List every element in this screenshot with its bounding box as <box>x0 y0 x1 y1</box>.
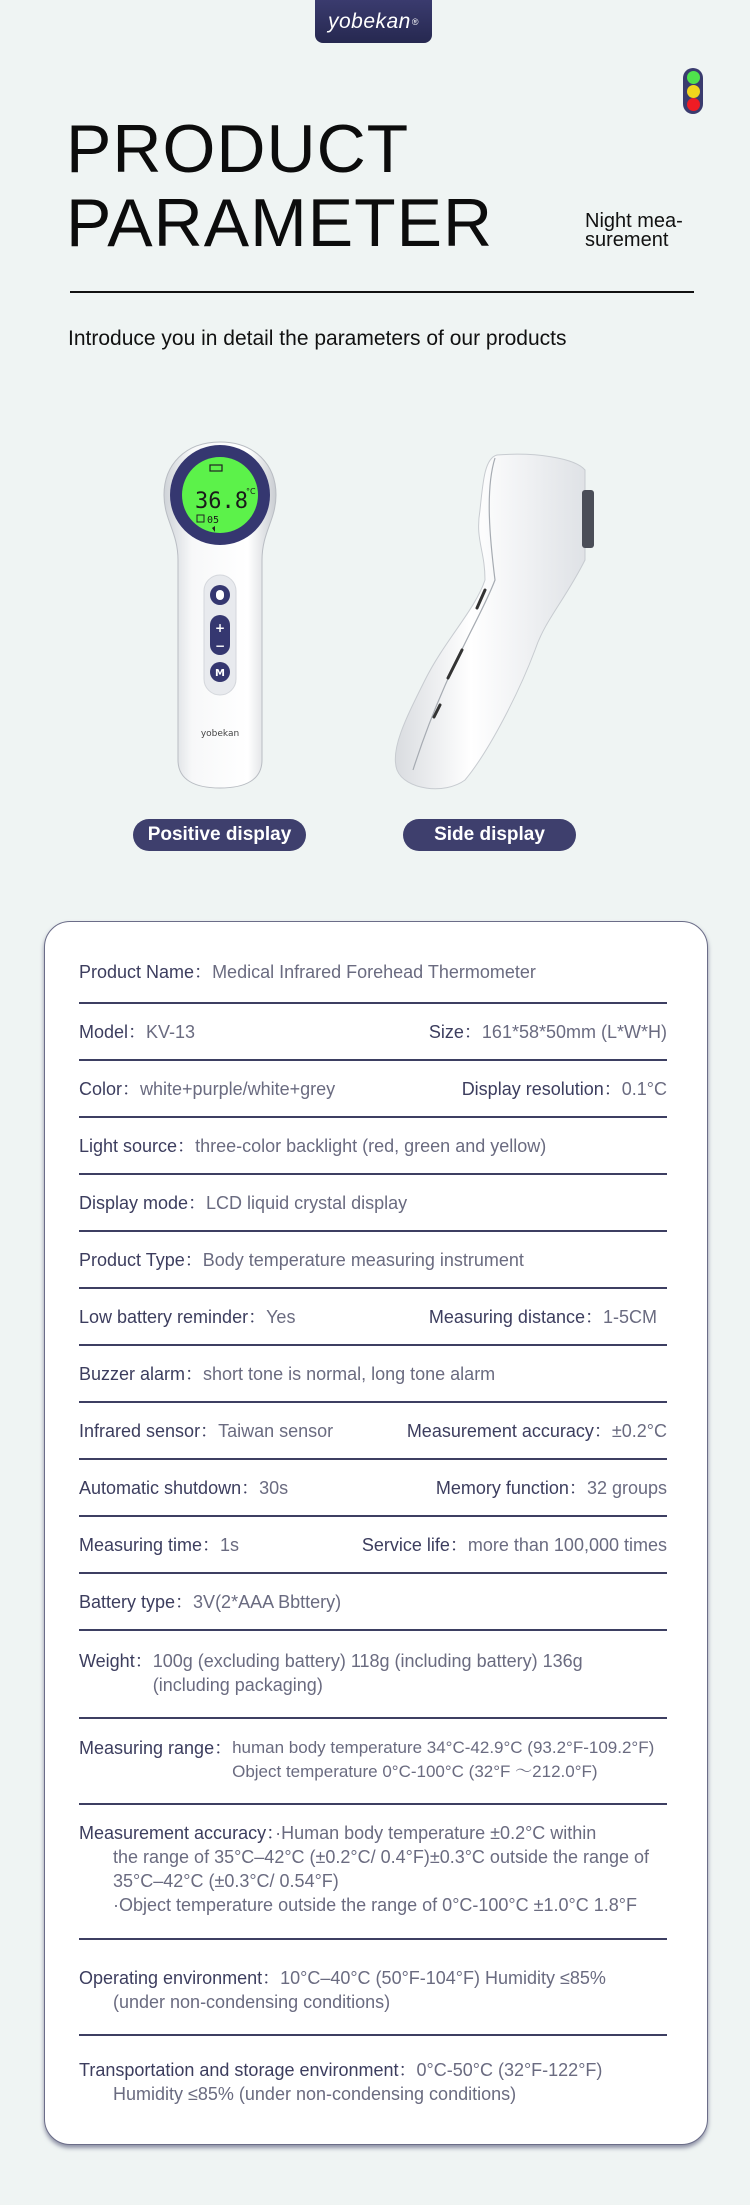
brand-name: yobekan <box>327 9 411 33</box>
spec-row-weight <box>79 1631 667 1719</box>
header-divider <box>70 291 694 293</box>
spec-label: Transportation and storage environment： <box>79 2060 417 2080</box>
spec-value-line: ·Object temperature outside the range of 0°C-100°C ±1.0°C 1.8°F <box>113 1895 637 1915</box>
spec-row-sensor-accuracy <box>79 1403 667 1460</box>
device-brand-label: yobekan <box>200 729 240 739</box>
spec-value-line: 35°C–42°C (±0.3°C/ 0.54°F) <box>113 1871 339 1891</box>
yellow-light <box>687 85 700 98</box>
spec-value: 32 groups <box>586 1477 667 1498</box>
spec-row-shutdown-memory <box>79 1460 667 1517</box>
spec-value-line: 0°C-50°C (32°F-122°F) <box>416 2060 603 2080</box>
spec-value-line: (including packaging) <box>152 1675 323 1695</box>
spec-label: Battery type： <box>79 1591 194 1612</box>
spec-label: Measuring time： <box>79 1534 221 1555</box>
spec-row-time-life <box>79 1517 667 1574</box>
title-line-1: PRODUCT <box>66 111 410 187</box>
spec-row-battery-distance <box>79 1289 667 1346</box>
spec-value: LCD liquid crystal display <box>206 1192 408 1213</box>
green-light <box>687 71 700 84</box>
spec-row-display-mode <box>79 1175 667 1232</box>
spec-row-battery-type <box>79 1574 667 1631</box>
spec-label: Infrared sensor： <box>79 1420 219 1441</box>
side-display-badge: Side display <box>403 819 576 851</box>
spec-value: short tone is normal, long tone alarm <box>203 1363 496 1384</box>
spec-row-light-source <box>79 1118 667 1175</box>
spec-label: Measuring distance： <box>428 1306 603 1327</box>
spec-label: Color： <box>79 1078 141 1099</box>
spec-value: 161*58*50mm (L*W*H) <box>481 1021 667 1042</box>
spec-value: Taiwan sensor <box>218 1420 334 1441</box>
spec-row-model-size <box>79 1004 667 1061</box>
m-button-label: M <box>215 668 225 679</box>
note-line-2: surement <box>585 229 669 251</box>
spec-value: Yes <box>266 1306 296 1327</box>
spec-value-line: human body temperature 34°C-42.9°C (93.2°F-109.2°F) <box>232 1738 655 1757</box>
spec-list <box>79 922 667 2132</box>
spec-value: 0.1°C <box>621 1078 667 1099</box>
title-line-2: PARAMETER <box>66 185 494 261</box>
spec-row-measurement-accuracy <box>79 1805 667 1940</box>
traffic-light-icon <box>683 68 703 114</box>
spec-label: Service life： <box>361 1534 468 1555</box>
spec-row-product-type <box>79 1232 667 1289</box>
spec-label: Display mode： <box>79 1192 207 1213</box>
lcd-unit: °C <box>246 487 256 496</box>
lcd-temperature: 36.8 <box>195 489 248 514</box>
plus-button-label: + <box>214 621 226 635</box>
spec-row-operating-env <box>79 1940 667 2036</box>
spec-value-line: Object temperature 0°C-100°C (32°F ～212.0°F) <box>232 1762 598 1781</box>
spec-value-line: the range of 35°C–42°C (±0.2°C/ 0.4°F)±0.3°C outside the range of <box>113 1847 650 1867</box>
spec-value: 1s <box>220 1534 240 1555</box>
spec-value: white+purple/white+grey <box>140 1078 336 1099</box>
spec-label: Weight： <box>79 1651 153 1671</box>
spec-value: Body temperature measuring instrument <box>202 1249 524 1270</box>
spec-value: 30s <box>259 1477 289 1498</box>
spec-label: Measuring range： <box>79 1738 233 1758</box>
spec-value-line: 100g (excluding battery) 118g (including battery) 136g <box>152 1651 583 1671</box>
spec-value: more than 100,000 times <box>467 1534 667 1555</box>
spec-row-buzzer <box>79 1346 667 1403</box>
spec-value-line: 10°C–40°C (50°F-104°F) Humidity ≤85% <box>280 1968 606 1988</box>
thermometer-front-image <box>160 440 280 790</box>
spec-value-line: Humidity ≤85% (under non-condensing conditions) <box>113 2084 517 2104</box>
page-title <box>66 112 493 260</box>
spec-card <box>44 921 708 2145</box>
spec-label: Low battery reminder： <box>79 1306 267 1327</box>
spec-label: Light source： <box>79 1135 196 1156</box>
spec-row-storage-env <box>79 2036 667 2132</box>
brand-logo <box>315 0 432 43</box>
spec-value: KV-13 <box>146 1021 196 1042</box>
spec-label: Automatic shutdown： <box>79 1477 260 1498</box>
registered-mark: ® <box>411 16 420 27</box>
spec-value-line: ·Human body temperature ±0.2°C within <box>275 1823 597 1843</box>
red-light <box>687 98 700 111</box>
spec-label: Display resolution： <box>461 1078 622 1099</box>
lcd-memory: 05 <box>207 515 220 526</box>
spec-label: Product Type： <box>79 1249 203 1270</box>
spec-value: ±0.2°C <box>611 1420 667 1441</box>
spec-value: Medical Infrared Forehead Thermometer <box>212 962 536 982</box>
spec-value: three-color backlight (red, green and yellow) <box>195 1135 547 1156</box>
spec-row-color-resolution <box>79 1061 667 1118</box>
spec-row-product-name <box>79 922 667 1004</box>
minus-button-label: − <box>214 639 226 653</box>
spec-label: Measurement accuracy： <box>406 1420 612 1441</box>
positive-display-badge: Positive display <box>133 819 306 851</box>
spec-label: Memory function： <box>435 1477 587 1498</box>
spec-label: Size： <box>428 1021 482 1042</box>
night-measurement-note <box>585 212 683 250</box>
spec-label: Operating environment： <box>79 1968 281 1988</box>
spec-row-measuring-range <box>79 1719 667 1805</box>
spec-label: Measurement accuracy： <box>79 1823 276 1843</box>
spec-label: Buzzer alarm： <box>79 1363 204 1384</box>
spec-value-line: (under non-condensing conditions) <box>113 1992 391 2012</box>
spec-value: 1-5CM <box>602 1306 657 1327</box>
spec-value: 3V(2*AAA Bbttery) <box>193 1591 342 1612</box>
thermometer-side-image <box>385 450 600 790</box>
spec-label: Model： <box>79 1021 147 1042</box>
intro-text: Introduce you in detail the parameters of our products <box>68 327 567 350</box>
note-line-1: Night mea- <box>585 210 683 232</box>
spec-label: Product Name： <box>79 962 213 982</box>
